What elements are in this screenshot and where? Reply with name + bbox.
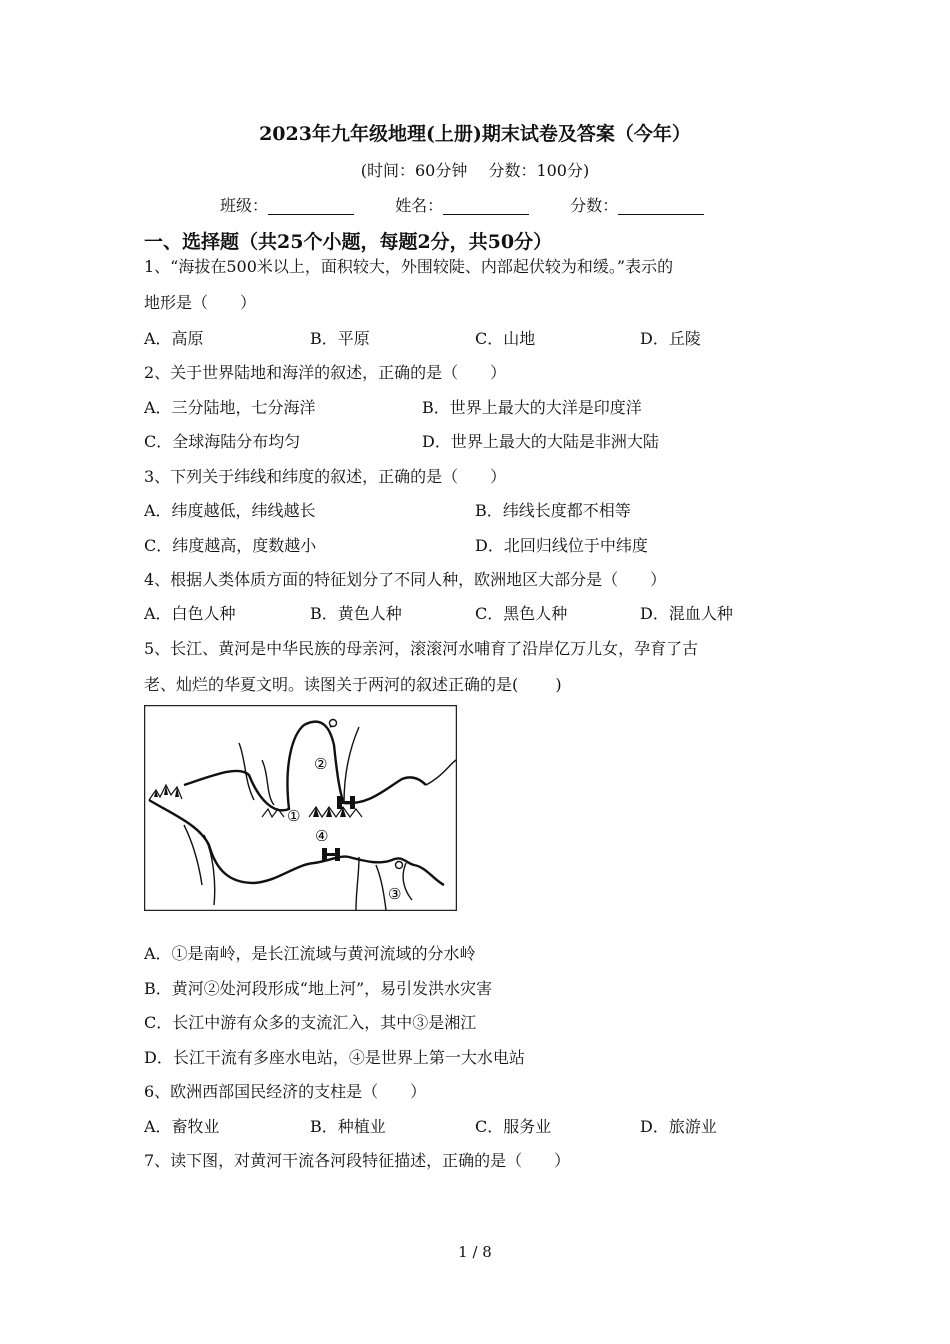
q2-option-d[interactable]: D．世界上最大的大陆是非洲大陆 [422,432,659,451]
q4-option-c[interactable]: C．黑色人种 [475,604,568,623]
q2-option-c[interactable]: C．全球海陆分布均匀 [144,432,301,451]
score-field[interactable] [570,193,704,216]
name-label: 姓名： [395,196,444,215]
map-label-2: ② [314,755,328,773]
q6-option-c[interactable]: C．服务业 [475,1117,552,1136]
q1-option-c[interactable]: C．山地 [475,329,536,348]
q6-stem: 6、欧洲西部国民经济的支柱是（ ） [144,1082,427,1101]
q4-option-b[interactable]: B．黄色人种 [310,604,402,623]
rivers-map [144,705,457,911]
q1-option-d[interactable]: D．丘陵 [640,329,701,348]
name-field[interactable] [395,193,529,216]
class-blank[interactable] [268,198,354,215]
q5-option-c[interactable]: C．长江中游有众多的支流汇入，其中③是湘江 [144,1013,477,1032]
exam-meta: (时间：60分钟 分数：100分) [360,161,590,180]
q1-option-b[interactable]: B．平原 [310,329,370,348]
class-label: 班级： [220,196,269,215]
class-field[interactable] [220,193,354,216]
map-label-3: ③ [388,885,402,903]
page-number: 1 / 8 [458,1243,492,1261]
q5-stem-line1: 5、长江、黄河是中华民族的母亲河，滚滚河水哺育了沿岸亿万儿女，孕育了古 [144,639,699,658]
q3-stem: 3、下列关于纬线和纬度的叙述，正确的是（ ） [144,467,507,486]
q6-option-b[interactable]: B．种植业 [310,1117,386,1136]
map-label-4: ④ [315,827,329,845]
q4-option-d[interactable]: D．混血人种 [640,604,733,623]
q7-stem: 7、读下图，对黄河干流各河段特征描述，正确的是（ ） [144,1151,571,1170]
q2-stem: 2、关于世界陆地和海洋的叙述，正确的是（ ） [144,363,507,382]
q1-option-a[interactable]: A．高原 [144,329,204,348]
q1-stem-line2: 地形是（ ） [144,293,257,312]
map-lake-south [396,862,403,869]
q3-option-c[interactable]: C．纬度越高，度数越小 [144,536,317,555]
q6-option-d[interactable]: D．旅游业 [640,1117,717,1136]
q6-option-a[interactable]: A．畜牧业 [144,1117,220,1136]
q2-option-a[interactable]: A．三分陆地，七分海洋 [144,398,316,417]
q4-option-a[interactable]: A．白色人种 [144,604,236,623]
q3-option-b[interactable]: B．纬线长度都不相等 [475,501,631,520]
score-blank[interactable] [618,198,704,215]
q4-stem: 4、根据人类体质方面的特征划分了不同人种，欧洲地区大部分是（ ） [144,570,667,589]
exam-title: 2023年九年级地理(上册)期末试卷及答案（今年） [259,123,691,145]
map-label-1: ① [287,807,301,825]
q5-option-b[interactable]: B．黄河②处河段形成“地上河”，易引发洪水灾害 [144,979,493,998]
q3-option-d[interactable]: D．北回归线位于中纬度 [475,536,648,555]
name-blank[interactable] [443,198,529,215]
q5-option-a[interactable]: A．①是南岭，是长江流域与黄河流域的分水岭 [144,944,476,963]
map-frame [145,706,457,911]
student-info-fields [220,193,740,216]
q2-option-b[interactable]: B．世界上最大的大洋是印度洋 [422,398,642,417]
section-heading: 一、选择题（共25个小题，每题2分，共50分） [144,231,553,253]
q3-option-a[interactable]: A．纬度越低，纬线越长 [144,501,316,520]
q5-stem-line2: 老、灿烂的华夏文明。读图关于两河的叙述正确的是( ) [144,675,562,694]
q5-option-d[interactable]: D．长江干流有多座水电站，④是世界上第一大水电站 [144,1048,525,1067]
score-label: 分数： [570,196,619,215]
q1-stem-line1: 1、“海拔在500米以上，面积较大，外围较陡、内部起伏较为和缓。”表示的 [144,257,674,276]
map-lake-north [330,720,337,727]
